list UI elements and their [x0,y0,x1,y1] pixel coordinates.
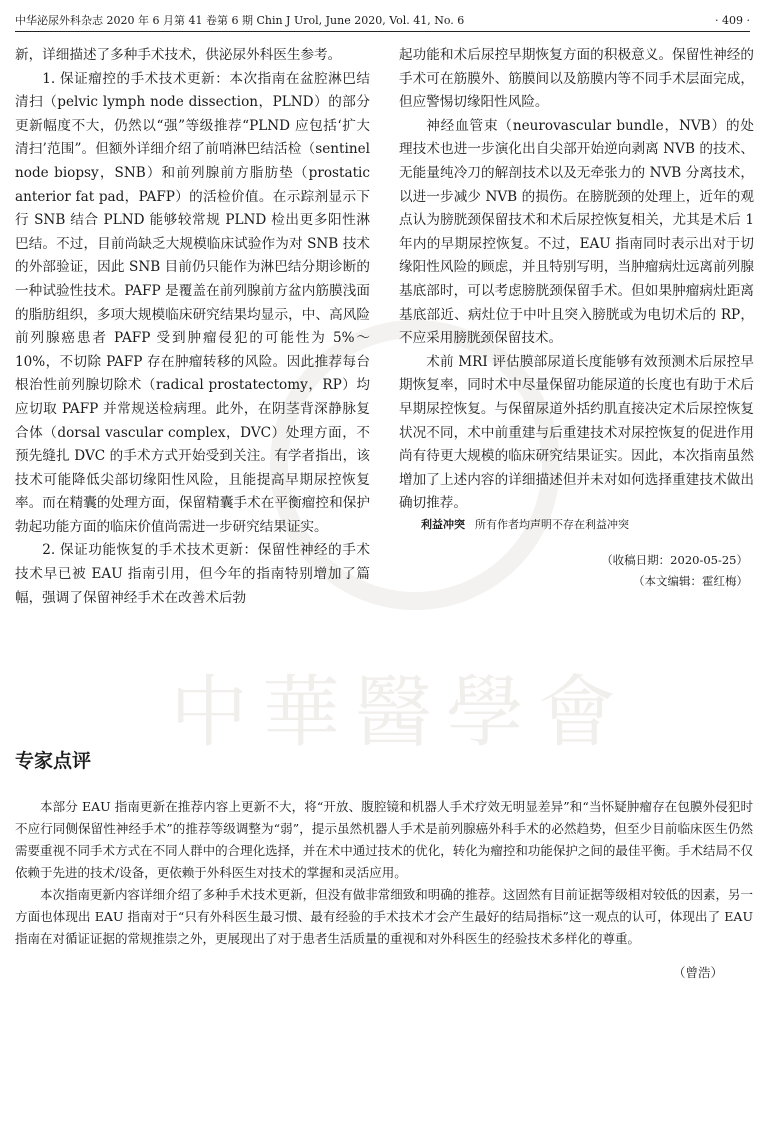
conflict-text: 所有作者均声明不存在利益冲突 [475,517,629,531]
right-column [399,44,754,592]
commentary-paragraph-1: 本部分 EAU 指南更新在推荐内容上更新不大，将“开放、腹腔镜和机器人手术疗效无明显差异”和“当怀疑肿瘤存在包膜外侵犯时不应行同侧保留性神经手术”的推荐等级调整为“弱”，提示虽然机器人手术是前列腺癌外科手术的必然趋势，但至少目前临床医生仍然需要重视不同手术方式在不同人群中的合理化选择，并在术中通过技术的优化，转化为瘤控和功能保护之间的最佳平衡。手术结局不仅依赖于先进的技术/设备，更依赖于外科医生对技术的掌握和灵活应用。 [15,799,753,880]
paragraph-urethra: 术前 MRI 评估膜部尿道长度能够有效预测术后尿控早期恢复率，同时术中尽量保留功能尿道的长度也有助于术后早期尿控恢复。与保留尿道外括约肌直接决定术后尿控恢复状况不同，术中前重建与后重建技术对尿控恢复的促进作用尚有待更大规模的临床研究结果证实。因此，本次指南虽然增加了上述内容的详细描述但并未对如何选择重建技术做出确切推荐。 [399,353,754,512]
paragraph-tumor-control: 1. 保证瘤控的手术技术更新：本次指南在盆腔淋巴结清扫（pelvic lymph node dissection，PLND）的部分更新幅度不大，仍然以“强”等级推荐“PLND 应包括‘扩大清扫’范围”。但额外详细介绍了前哨淋巴结活检（sentinel node biopsy，SNB）和前列腺前方脂肪垫（prostatic anterior fat pad，PAFP）的活检价值。在示踪剂显示下行 SNB 结合 PLND 能够较常规 PLND 检出更多阳性淋巴结。不过，目前尚缺乏大规模临床试验作为对 SNB 技术的外部验证，因此 SNB 目前仍只能作为淋巴结分期诊断的一种试验性技术。PAFP 是覆盖在前列腺前方盆内筋膜浅面的脂肪组织，多项大规模临床研究结果均显示，中、高风险前列腺癌患者 PAFP 受到肿瘤侵犯的可能性为 5%～10%，不切除 PAFP 存在肿瘤转移的风险。因此推荐每台根治性前列腺切除术（radical prostatectomy，RP）均应切取 PAFP 并常规送检病理。此外，在阴茎背深静脉复合体（dorsal vascular complex，DVC）处理方面，不预先缝扎 DVC 的手术方式开始受到关注。有学者指出，该技术可能降低尖部切缘阳性风险，且能提高早期尿控恢复率。而在精囊的处理方面，保留精囊手术在平衡瘤控和保护勃起功能方面的临床价值尚需进一步研究结果证实。 [15,70,370,535]
paragraph-function-recovery: 2. 保证功能恢复的手术技术更新：保留性神经的手术技术早已被 EAU 指南引用，但今年的指南特别增加了篇幅，强调了保留神经手术在改善术后勃 [15,542,370,606]
received-date: （收稿日期：2020-05-25） [601,552,748,567]
conflict-label: 利益冲突 [421,517,465,531]
paragraph-nvb: 神经血管束（neurovascular bundle，NVB）的处理技术也进一步演化出自尖部开始逆向剥离 NVB 的技术、无能量纯冷刀的解剖技术以及无牵张力的 NVB 分离技术，以进一步减少 NVB 的损伤。在膀胱颈的处理上，近年的观点认为膀胱颈保留技术和术后尿控恢复相关，尤其是术后 1 年内的早期尿控恢复。不过，EAU 指南同时表示出对于切缘阳性风险的顾虑，并且特别写明，当肿瘤病灶远离前列腺基底部时，可以考虑膀胱颈保留手术。但如果肿瘤病灶距离基底部近、病灶位于中叶且突入膀胱或为电切术后的 RP，不应采用膀胱颈保留技术。 [399,117,754,347]
page-number: · 409 · [715,14,750,27]
expert-commentary [15,796,753,984]
journal-citation: 中华泌尿外科杂志 2020 年 6 月第 41 卷第 6 期 Chin J Urol, June 2020, Vol. 41, No. 6 [15,14,465,27]
left-column [15,44,370,610]
association-watermark: 中華醫學會 [170,668,631,758]
paragraph-function-continued: 起功能和术后尿控早期恢复方面的积极意义。保留性神经的手术可在筋膜外、筋膜间以及筋膜内等不同手术层面完成，但应警惕切缘阳性风险。 [399,47,754,111]
conflict-of-interest [399,516,754,534]
section-title-expert-comment: 专家点评 [15,750,92,772]
commentary-author: （曾浩） [672,965,723,980]
commentary-paragraph-2: 本次指南更新内容详细介绍了多种手术技术更新，但没有做非常细致和明确的推荐。这固然有目前证据等级相对较低的因素，另一方面也体现出 EAU 指南对于“只有外科医生最习惯、最有经验的手术技术才会产生最好的结局指标”这一观点的认可，体现出了 EAU 指南在对循证证据的常规推崇之外，更展现出了对于患者生活质量的重视和对外科医生的经验技术多样化的尊重。 [15,887,753,946]
editor-credit: （本文编辑：霍红梅） [633,573,748,588]
paragraph-intro-continued: 新，详细描述了多种手术技术，供泌尿外科医生参考。 [15,47,342,63]
running-header [15,13,750,32]
